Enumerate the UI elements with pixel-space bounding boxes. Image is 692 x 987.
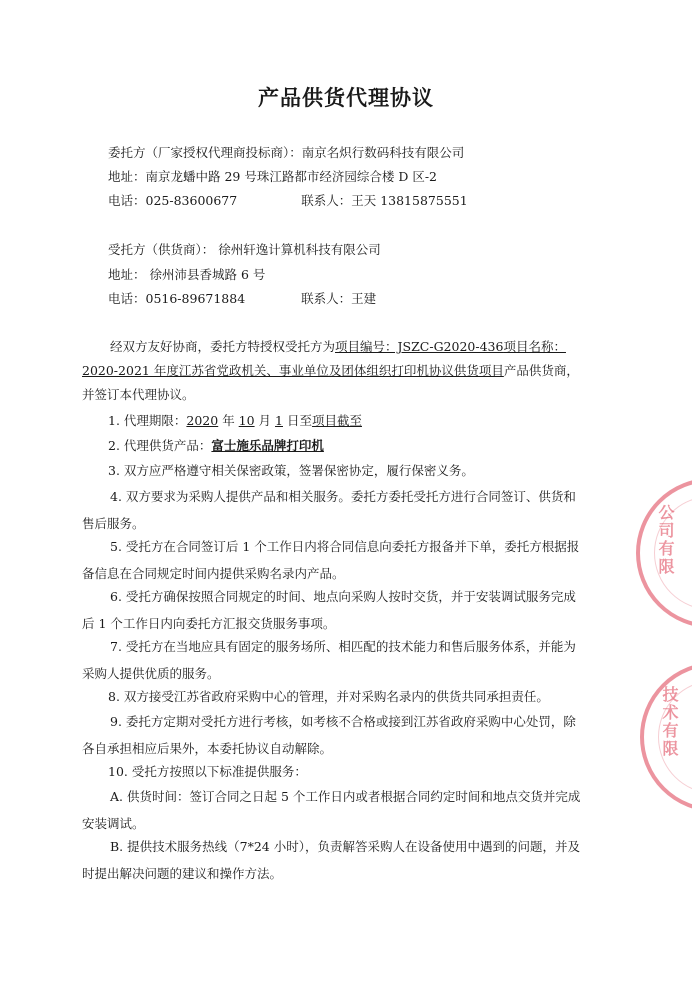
clause-b: B. 提供技术服务热线（7*24 小时），负责解答采购人在设备使用中遇到的问题，并及时提出解决问题的建议和操作方法。 — [82, 839, 580, 881]
clause-10: 10. 受托方按照以下标准提供服务： — [108, 764, 307, 779]
intro-part2: 产品供货商，并签订本代理协议。 — [82, 363, 579, 402]
principal-contact-row — [108, 192, 468, 210]
agent-contact-row — [108, 290, 376, 308]
agent-name: 受托方（供货商）： 徐州轩逸计算机科技有限公司 — [108, 242, 381, 257]
clause-1-day-unit: 日至 — [282, 413, 312, 428]
clause-1-month: 10 — [238, 413, 255, 428]
intro-paragraph — [82, 335, 582, 407]
clause-9: 9. 委托方定期对受托方进行考核，如考核不合格或接到江苏省政府采购中心处罚，除各自承担相应后果外，本委托协议自动解除。 — [82, 714, 576, 756]
clause-8: 8. 双方接受江苏省政府采购中心的管理，并对采购名录内的供货共同承担责任。 — [108, 689, 549, 704]
clause-4: 4. 双方要求为采购人提供产品和相关服务。委托方委托受托方进行合同签订、供货和售后服务。 — [82, 489, 576, 531]
clause-2 — [108, 437, 324, 455]
clause-1-year: 2020 — [186, 413, 219, 428]
principal-contact: 联系人：王天 13815875551 — [301, 193, 468, 208]
clause-5: 5. 受托方在合同签订后 1 个工作日内将合同信息向委托方报备并下单，委托方根据报备信息在合同规定时间内提供采购名录内产品。 — [82, 539, 580, 581]
clause-1-day: 1 — [275, 413, 283, 428]
clause-2-label: 2. 代理供货产品： — [108, 438, 212, 453]
clause-1 — [108, 412, 362, 430]
clause-6: 6. 受托方确保按照合同规定的时间、地点向采购人按时交货，并于安装调试服务完成后 1 个工作日内向委托方汇报交货服务事项。 — [82, 589, 576, 631]
clause-2-product: 富士施乐品牌打印机 — [211, 438, 324, 453]
company-seal-1: 公司有限 — [636, 478, 692, 628]
clause-1-end: 项目截至 — [311, 413, 362, 428]
project-number: 项目编号：JSZC-G2020-436 — [335, 339, 504, 354]
clause-3: 3. 双方应严格遵守相关保密政策，签署保密协定，履行保密义务。 — [108, 463, 474, 478]
clause-7: 7. 受托方在当地应具有固定的服务场所、相匹配的技术能力和售后服务体系，并能为采购人提供优质的服务。 — [82, 639, 576, 681]
agent-phone: 电话：0516-89671884 — [108, 291, 246, 306]
clause-1-year-unit: 年 — [218, 413, 239, 428]
principal-address: 地址：南京龙蟠中路 29 号珠江路都市经济园综合楼 D 区-2 — [108, 169, 437, 184]
document-title: 产品供货代理协议 — [258, 86, 434, 110]
clause-1-month-unit: 月 — [254, 413, 276, 428]
agent-address: 地址： 徐州沛县香城路 6 号 — [108, 267, 266, 282]
principal-phone: 电话：025-83600677 — [108, 193, 238, 208]
agent-contact: 联系人：王建 — [301, 291, 377, 306]
clause-1-label: 1. 代理期限： — [108, 413, 187, 428]
principal-name: 委托方（厂家授权代理商投标商）：南京名炽行数码科技有限公司 — [108, 145, 465, 160]
company-seal-2: 技术有限 — [640, 662, 692, 812]
intro-part1: 经双方友好协商，委托方特授权受托方为 — [110, 339, 336, 354]
clause-a: A. 供货时间：签订合同之日起 5 个工作日内或者根据合同约定时间和地点交货并完成安装调试。 — [82, 789, 581, 831]
project-name: 项目名称：2020-2021 年度江苏省党政机关、事业单位及团体组织打印机协议供货项目 — [82, 339, 566, 378]
